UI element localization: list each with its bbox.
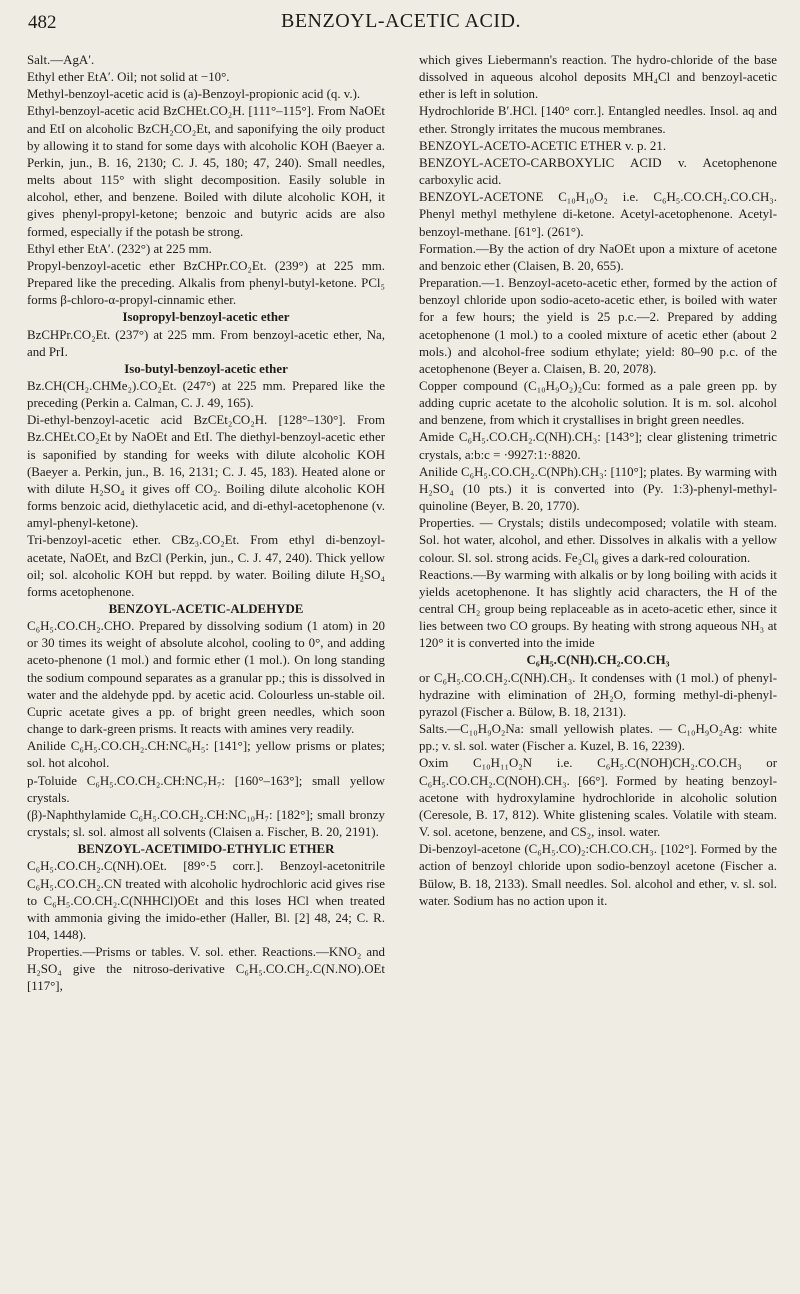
paragraph-p05: Ethyl ether EtA′. (232°) at 225 mm. [27,241,212,256]
paragraph-q15: Salts.—C₁₀H₉O₂Na: small yellowish plates. — C₁₀H₉O₂Ag: white pp.; v. sl. sol. water (Fischer a. Kuzel, B. 16, 2239). [419,722,777,754]
paragraph-p11: Di-ethyl-benzoyl-acetic acid BzCEt₂CO₂H. [128°–130°]. From Bz.CHEt.CO₂Et by NaOEt and EtI. The diethyl-benzoyl-acetic ether is saponified by standing for weeks with dilute alcoholic KOH (Baeyer a. Perkin, jun., B. 16, 2131; C. J. 45, 183). Heated alone or with dilute H₂SO₄ it gives off CO₂. Boiling dilute alcoholic KOH forms benzoic acid, diethylacetic acid, and di-ethyl-acetophenone (v. amyl-phenyl-ketone). [27,413,385,531]
paragraph-q12: Reactions.—By warming with alkalis or by long boiling with acids it yields acetophenone. It has slightly acid characters, the H of the central CH₂ group being replaceable as in aceto-acetic ether, since it lies between two CO groups. By heating with strong aqueous NH₃ at 120° it is converted into the imide [419,567,777,651]
paragraph-q17: Di-benzoyl-acetone (C₆H₅.CO)₂:CH.CO.CH₃. [102°]. Formed by the action of benzoyl chloride upon sodio-benzoyl acetone (Fischer a. Bülow, B. 18, 2133). Small needles. Sol. alcohol and ether, v. sl. sol. water. Sodium has no action upon it. [419,842,777,908]
paragraph-p20: Properties.—Prisms or tables. V. sol. ether. Reactions.—KNO₂ and H₂SO₄ give the nitroso-derivative C₆H₅.CO.CH₂.C(N.NO).OEt [117°], [27,945,385,994]
paragraph-q14: or C₆H₅.CO.CH₂.C(NH).CH₃. It condenses with (1 mol.) of phenyl-hydrazine with elimination of 2H₂O, forming methyl-di-phenyl-pyrazol (Fischer a. Bülow, B. 18, 2131). [419,670,777,719]
paragraph-q01: which gives Liebermann's reaction. The hydro-chloride of the base dissolved in aqueous alcohol deposits MH₄Cl and benzoyl-acetic ether is left in solution. [419,53,777,102]
paragraph-p13: BENZOYL-ACETIC-ALDEHYDE [108,602,304,616]
paragraph-q08: Copper compound (C₁₀H₉O₂)₂Cu: formed as a pale green pp. by adding cupric acetate to the alcoholic solution. It is m. sol. alcohol and benzene, from which it crystallises in bright green needles. [419,378,777,428]
paragraph-p19: C₆H₅.CO.CH₂.C(NH).OEt. [89°·5 corr.]. Benzoyl-acetonitrile C₆H₅.CO.CH₂.CN treated with alcoholic hydrochloric acid gives rise to C₆H₅.CO.CH₂.C(NHHCl)OEt and this loses HCl when treated with ammonia giving the imido-ether (Haller, Bl. [2] 48, 24; C. R. 104, 1448). [27,859,385,942]
paragraph-q04: BENZOYL-ACETO-CARBOXYLIC ACID v. Acetophenone carboxylic acid. [419,155,777,188]
paragraph-p03: Methyl-benzoyl-acetic acid is (a)-Benzoyl-propionic acid (q. v.). [27,87,361,102]
paragraph-p08: BzCHPr.CO₂Et. (237°) at 225 mm. From benzoyl-acetic ether, Na, and PrI. [27,327,385,359]
paragraph-q05: BENZOYL-ACETONE C₁₀H₁₀O₂ i.e. C₆H₅.CO.CH₂.CO.CH₃. Phenyl methyl methylene di-ketone. Acetyl-acetophenone. Acetyl-benzoyl-methane. [61°]. (261°). [419,190,777,239]
right-text-column [419,52,777,910]
paragraph-q09: Amide C₆H₅.CO.CH₂.C(NH).CH₃: [143°]; clear glistening trimetric crystals, a:b:c = ·9927:1:·8820. [419,430,777,462]
paragraph-p17: (β)-Naphthylamide C₆H₅.CO.CH₂.CH:NC₁₀H₇: [182°]; small bronzy crystals; sl. sol. almost all solvents (Claisen a. Fischer, B. 20, 2191). [27,807,385,840]
page-header [26,10,776,36]
paragraph-p15: Anilide C₆H₅.CO.CH₂.CH:NC₆H₅: [141°]; yellow prisms or plates; sol. hot alcohol. [27,739,385,771]
paragraph-p06: Propyl-benzoyl-acetic ether BzCHPr.CO₂Et. (239°) at 225 mm. Prepared like the preceding. Alkalis from phenyl-butyl-ketone. PCl₅ forms β-chloro-α-propyl-cinnamic ether. [27,258,385,308]
paragraph-q02: Hydrochloride B′.HCl. [140° corr.]. Entangled needles. Insol. aq and ether. Strongly irritates the mucous membranes. [419,104,777,136]
paragraph-p07: Isopropyl-benzoyl-acetic ether [122,310,290,325]
paragraph-p04: Ethyl-benzoyl-acetic acid BzCHEt.CO₂H. [111°–115°]. From NaOEt and EtI on alcoholic BzCH₂CO₂Et, and saponifying the oily product by allowing it to stand for some days with alcoholic KOH (Baeyer a. Perkin, jun., B. 16, 2130; C. J. 45, 180; 47, 240). Small needles, melts about 115° with slight decomposition. Easily soluble in alcohol, ether, and benzene. Boiled with dilute alcoholic KOH, it gives phenyl-propyl-ketone; benzoic and butyric acids are also formed, especially if the potash be strong. [27,104,385,239]
paragraph-q03: BENZOYL-ACETO-ACETIC ETHER v. p. 21. [419,138,667,153]
paragraph-p12: Tri-benzoyl-acetic ether. CBz₃.CO₂Et. From ethyl di-benzoyl-acetate, NaOEt, and BzCl (Perkin, jun., C. J. 47, 240). Thick yellow oil; sol. alcoholic KOH but reppd. by water. Boiling dilute H₂SO₄ forms acetophenone. [27,533,385,599]
paragraph-p09: Iso-butyl-benzoyl-acetic ether [124,361,288,376]
paragraph-p02: Ethyl ether EtA′. Oil; not solid at −10°. [27,70,230,85]
paragraph-p01: Salt.—AgA′. [27,53,95,67]
paragraph-q06: Formation.—By the action of dry NaOEt upon a mixture of acetone and benzoic ether (Claisen, B. 20, 655). [419,241,777,273]
paragraph-p14: C₆H₅.CO.CH₂.CHO. Prepared by dissolving sodium (1 atom) in 20 or 30 times its weight of absolute alcohol, cooling to 0°, and adding aceto-phenone (1 mol.) and formic ether (1 mol.). On long standing the sodium compound separates as a granular pp.; this is dissolved in water and the aldehyde ppd. by acetic acid. Colourless un-stable oil. Cupric acetate gives a pp. of bright green needles, which soon change to dark-green prisms. It reacts with amines very readily. [27,619,385,737]
page-number: 482 [28,12,57,33]
paragraph-p10: Bz.CH(CH₂.CHMe₂).CO₂Et. (247°) at 225 mm. Prepared like the preceding (Perkin a. Calman, C. J. 49, 165). [27,378,385,411]
paragraph-p16: p-Toluide C₆H₅.CO.CH₂.CH:NC₇H₇: [160°–163°]; small yellow crystals. [27,773,385,805]
left-text-column [27,52,385,996]
paragraph-q11: Properties. — Crystals; distils undecomposed; volatile with steam. Sol. hot water, alcohol, and ether. Dissolves in alkalis with a yellow colour. Sl. sol. strong acids. Fe₂Cl₆ gives a dark-red colouration. [419,516,777,565]
paragraph-q07: Preparation.—1. Benzoyl-aceto-acetic ether, formed by the action of benzoyl chloride upon sodio-aceto-acetic ether, is boiled with water for a few hours; the yield is 25 p.c.—2. Prepared by adding acetophenone (1 mol.) to a cooled mixture of acetic ether (about 2 mols.) and alcohol-free sodium ethylate; yield: 80–90 p.c. of the acetophenone (Beyer a. Claisen, B. 20, 2078). [419,276,777,376]
paragraph-q10: Anilide C₆H₅.CO.CH₂.C(NPh).CH₃: [110°]; plates. By warming with H₂SO₄ (10 pts.) it is converted into (Py. 1:3)-phenyl-methyl-quinoline (Beyer, B. 20, 1770). [419,464,777,514]
paragraph-q13: C₆H₅.C(NH).CH₂.CO.CH₃ [526,653,670,668]
running-head: BENZOYL-ACETIC ACID. [281,10,521,32]
paragraph-p18: BENZOYL-ACETIMIDO-ETHYLIC ETHER [77,842,335,857]
paragraph-q16: Oxim C₁₀H₁₁O₂N i.e. C₆H₅.C(NOH)CH₂.CO.CH₃ or C₆H₅.CO.CH₂.C(NOH).CH₃. [66°]. Formed by heating benzoyl-acetone with hydroxylamine hydrochloride in alcoholic solution (Ceresole, B. 17, 812). White glistening scales. Volatile with steam. V. sol. acetone, benzene, and CS₂, insol. water. [419,756,777,840]
